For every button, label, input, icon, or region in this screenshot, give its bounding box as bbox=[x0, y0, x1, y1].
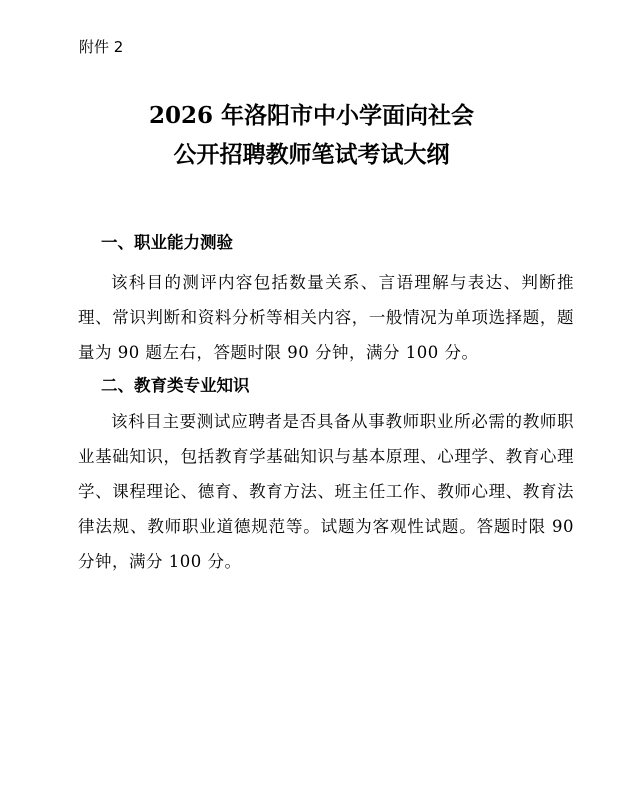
document-title-line-2: 公开招聘教师笔试考试大纲 bbox=[173, 141, 450, 168]
section-body-aptitude-test: 该科目的测评内容包括数量关系、言语理解与表达、判断推理、常识判断和资料分析等相关内容，一般情况为单项选择题，题量为 90 题左右，答题时限 90 分钟，满分 100 分。 bbox=[78, 273, 574, 362]
section-body-education-knowledge: 该科目主要测试应聘者是否具备从事教师职业所必需的教师职业基础知识，包括教育学基础知识与基本原理、心理学、教育心理学、课程理论、德育、教育方法、班主任工作、教师心理、教育法律法规、教师职业道德规范等。试题为客观性试题。答题时限 90 分钟，满分 100 分。 bbox=[78, 412, 574, 571]
attachment-label: 附件 2 bbox=[79, 38, 124, 56]
section-heading-aptitude-test: 一、职业能力测验 bbox=[101, 233, 233, 252]
section-heading-education-knowledge: 二、教育类专业知识 bbox=[101, 376, 250, 395]
document-title-line-1: 2026 年洛阳市中小学面向社会 bbox=[148, 102, 475, 129]
